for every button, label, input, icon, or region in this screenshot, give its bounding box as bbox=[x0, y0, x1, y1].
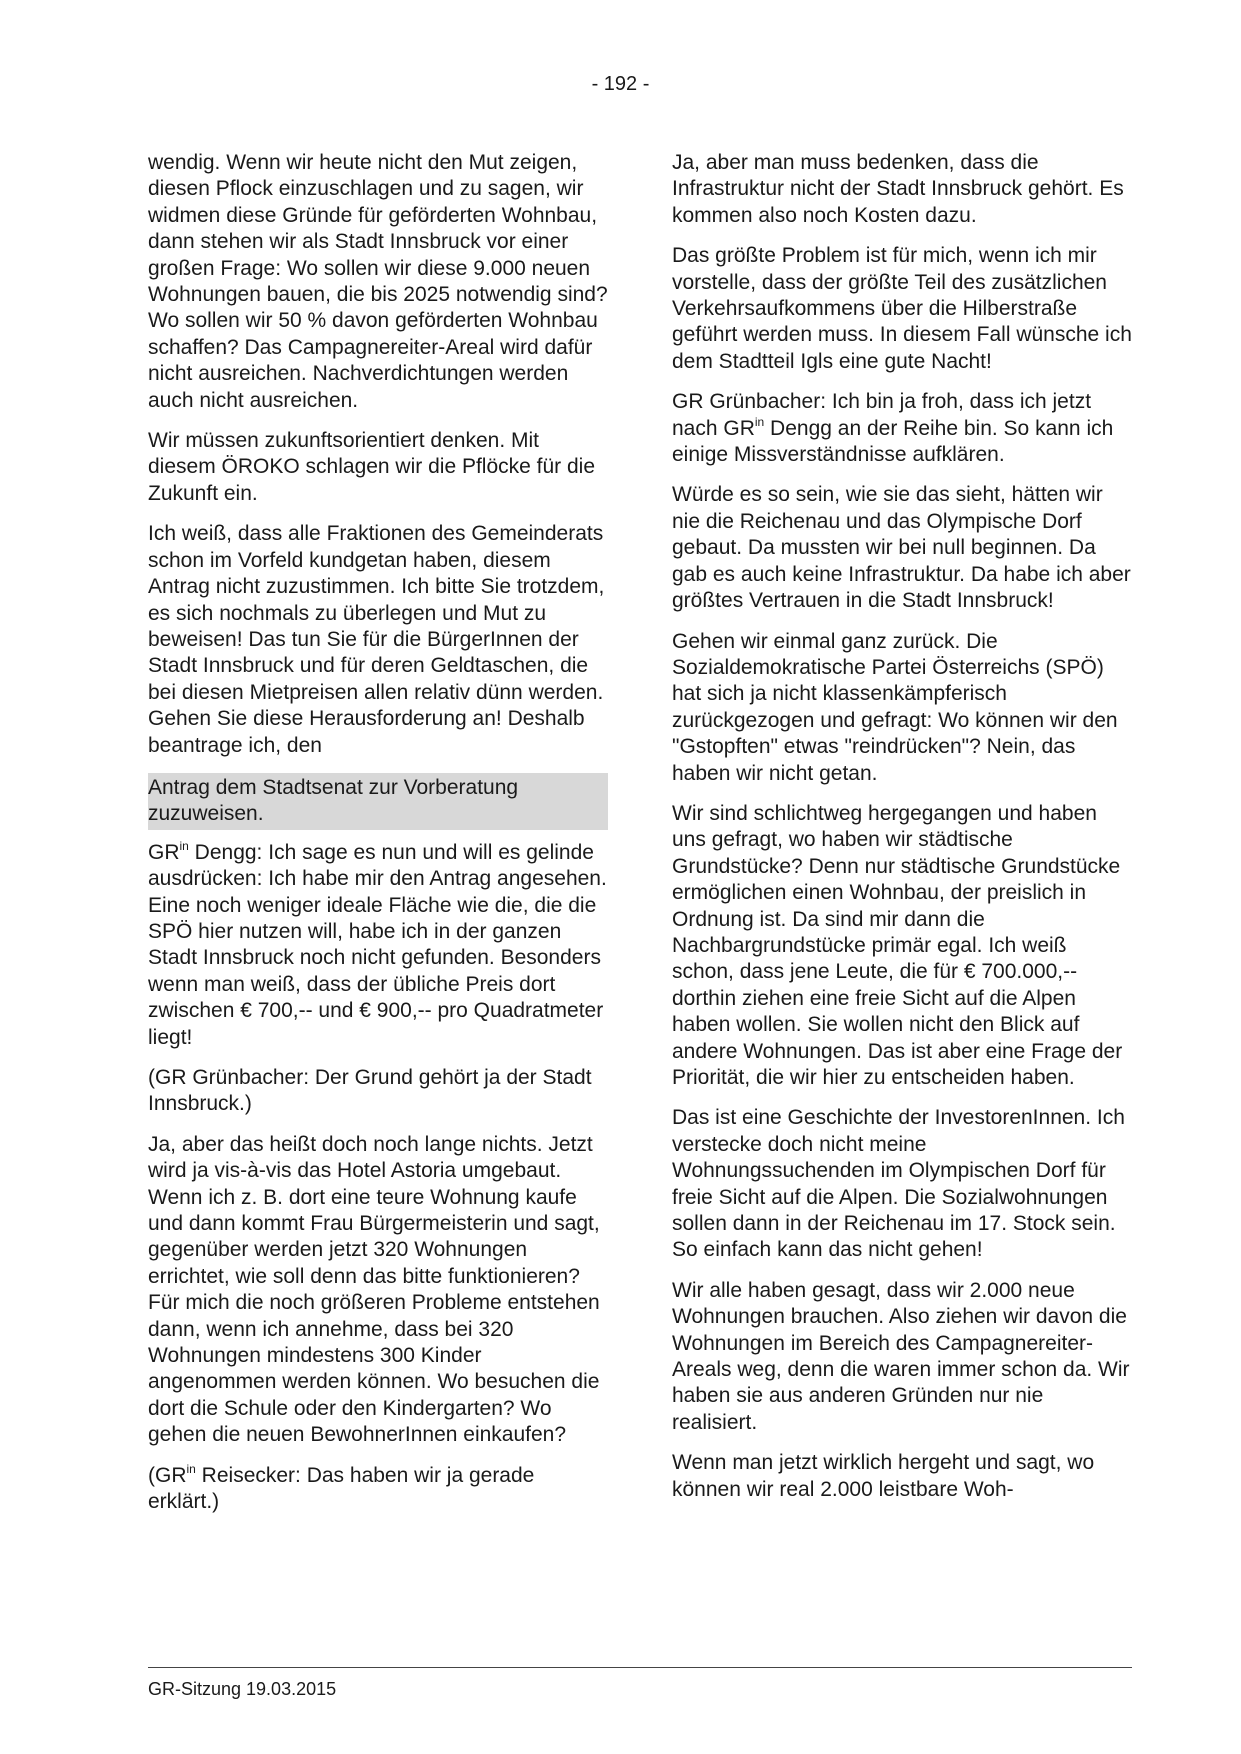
speaker-superscript: in bbox=[754, 414, 765, 429]
paragraph: Würde es so sein, wie sie das sieht, hätten wir nie die Reichenau und das Olympische Dorf gebaut. Da mussten wir bei null beginnen. Da gab es auch keine Infrastruktur. Da habe ich aber größtes Vertrauen in die Stadt Innsbruck! bbox=[672, 483, 1131, 613]
footer-divider bbox=[148, 1667, 1132, 1668]
speaker-name: Dengg: bbox=[188, 840, 269, 864]
paragraph: Gehen wir einmal ganz zurück. Die Sozialdemokratische Partei Österreichs (SPÖ) hat sich ja nicht klassenkämpferisch zurückgezogen und gefragt: Wo können wir den "Gstopften" etwas "reindrücken"? Nein, das haben wir nicht getan. bbox=[672, 629, 1118, 785]
interjection: (GR Grünbacher: Der Grund gehört ja der Stadt Innsbruck.) bbox=[148, 1066, 592, 1116]
speaker-name: GR Grünbacher: bbox=[672, 390, 832, 414]
motion-highlight: Antrag dem Stadtsenat zur Vorberatung zuzuweisen. bbox=[148, 773, 608, 830]
page-number: - 192 - bbox=[591, 73, 650, 95]
right-column bbox=[672, 150, 1132, 1517]
paragraph: Wir müssen zukunftsorientiert denken. Mit diesem ÖROKO schlagen wir die Pflöcke für die Zukunft ein. bbox=[148, 429, 596, 505]
paragraph: Wir alle haben gesagt, dass wir 2.000 neue Wohnungen brauchen. Also ziehen wir davon die Wohnungen im Bereich des Campagnereiter-Areals weg, denn die waren immer schon da. Wir haben sie aus anderen Gründen nur nie realisiert. bbox=[672, 1278, 1130, 1434]
paragraph: Wenn man jetzt wirklich hergeht und sagt, wo können wir real 2.000 leistbare Woh- bbox=[672, 1451, 1095, 1501]
speech-text: Dengg an der Reihe bin. So kann ich einige Missverständnisse aufklären. bbox=[672, 416, 1114, 467]
speech-dengg bbox=[148, 840, 608, 1051]
paragraph: wendig. Wenn wir heute nicht den Mut zeigen, diesen Pflock einzuschlagen und zu sagen, wir widmen diese Gründe für geförderten Wohnbau, dann stehen wir als Stadt Innsbruck vor einer großen Frage: Wo sollen wir diese 9.000 neuen Wohnungen bauen, die bis 2025 notwendig sind? Wo sollen wir 50 % davon geförderten Wohnbau schaffen? Das Campagnereiter-Areal wird dafür nicht ausreichen. Nachverdichtungen werden auch nicht ausreichen. bbox=[148, 151, 608, 412]
interjection-text: Reisecker: Das haben wir ja gerade erklärt.) bbox=[148, 1463, 535, 1514]
footer-session-date: GR-Sitzung 19.03.2015 bbox=[148, 1679, 337, 1699]
speaker-superscript: in bbox=[186, 1461, 196, 1476]
paragraph: Ja, aber das heißt doch noch lange nichts. Jetzt wird ja vis-à-vis das Hotel Astoria umgebaut. Wenn ich z. B. dort eine teure Wohnung kaufe und dann kommt Frau Bürgermeisterin und sagt, gegenüber werden jetzt 320 Wohnungen errichtet, wie soll denn das bitte funktionieren? Für mich die noch größeren Probleme entstehen dann, wenn ich annehme, dass bei 320 Wohnungen mindestens 300 Kinder angenommen werden können. Wo besuchen die dort die Schule oder den Kindergarten? Wo gehen die neuen BewohnerInnen einkaufen? bbox=[148, 1132, 600, 1447]
paragraph: Wir sind schlichtweg hergegangen und haben uns gefragt, wo haben wir städtische Grundstücke? Denn nur städtische Grundstücke ermöglichen einen Wohnbau, der preislich in Ordnung ist. Da sind mir dann die Nachbargrundstücke primär egal. Ich weiß schon, dass jene Leute, die für € 700.000,-- dorthin ziehen eine freie Sicht auf die Alpen haben wollen. Sie wollen nicht den Blick auf andere Wohnungen. Das ist aber eine Frage der Priorität, die wir hier zu entscheiden haben. bbox=[672, 801, 1123, 1089]
speech-text: Ich sage es nun und will es gelinde ausdrücken: Ich habe mir den Antrag angesehen. Eine noch weniger ideale Fläche wie die, die die SPÖ hier nutzen will, habe ich in der ganzen Stadt Innsbruck noch nicht gefunden. Besonders wenn man weiß, dass der übliche Preis dort zwischen € 700,-- und € 900,-- pro Quadratmeter liegt! bbox=[148, 840, 607, 1049]
speech-gruenbacher bbox=[672, 389, 1132, 468]
paragraph: Das größte Problem ist für mich, wenn ich mir vorstelle, dass der größte Teil des zusätzlichen Verkehrsaufkommens über die Hilberstraße geführt werden muss. In diesem Fall wünsche ich dem Stadtteil Igls eine gute Nacht! bbox=[672, 244, 1132, 373]
paragraph: Das ist eine Geschichte der InvestorenInnen. Ich verstecke doch nicht meine Wohnungssuchenden im Olympischen Dorf für freie Sicht auf die Alpen. Die Sozialwohnungen sollen dann in der Reichenau im 17. Stock sein. So einfach kann das nicht gehen! bbox=[672, 1106, 1125, 1262]
paragraph: Ja, aber man muss bedenken, dass die Infrastruktur nicht der Stadt Innsbruck gehört. Es kommen also noch Kosten dazu. bbox=[672, 151, 1124, 227]
speech-text: Ich bin ja froh, dass ich jetzt nach GR bbox=[672, 390, 1092, 440]
interjection-prefix: (GR bbox=[148, 1463, 187, 1487]
speaker-prefix: GR bbox=[148, 840, 180, 864]
left-column bbox=[148, 150, 608, 1530]
paragraph: Ich weiß, dass alle Fraktionen des Gemeinderats schon im Vorfeld kundgetan haben, diesem Antrag nicht zuzustimmen. Ich bitte Sie trotzdem, es sich nochmals zu überlegen und Mut zu beweisen! Das tun Sie für die BürgerInnen der Stadt Innsbruck und für deren Geldtaschen, die bei diesen Mietpreisen allen relativ dünn werden. Gehen Sie diese Herausforderung an! Deshalb beantrage ich, den bbox=[148, 522, 605, 757]
interjection-reisecker bbox=[148, 1463, 608, 1516]
speaker-superscript: in bbox=[179, 838, 189, 853]
